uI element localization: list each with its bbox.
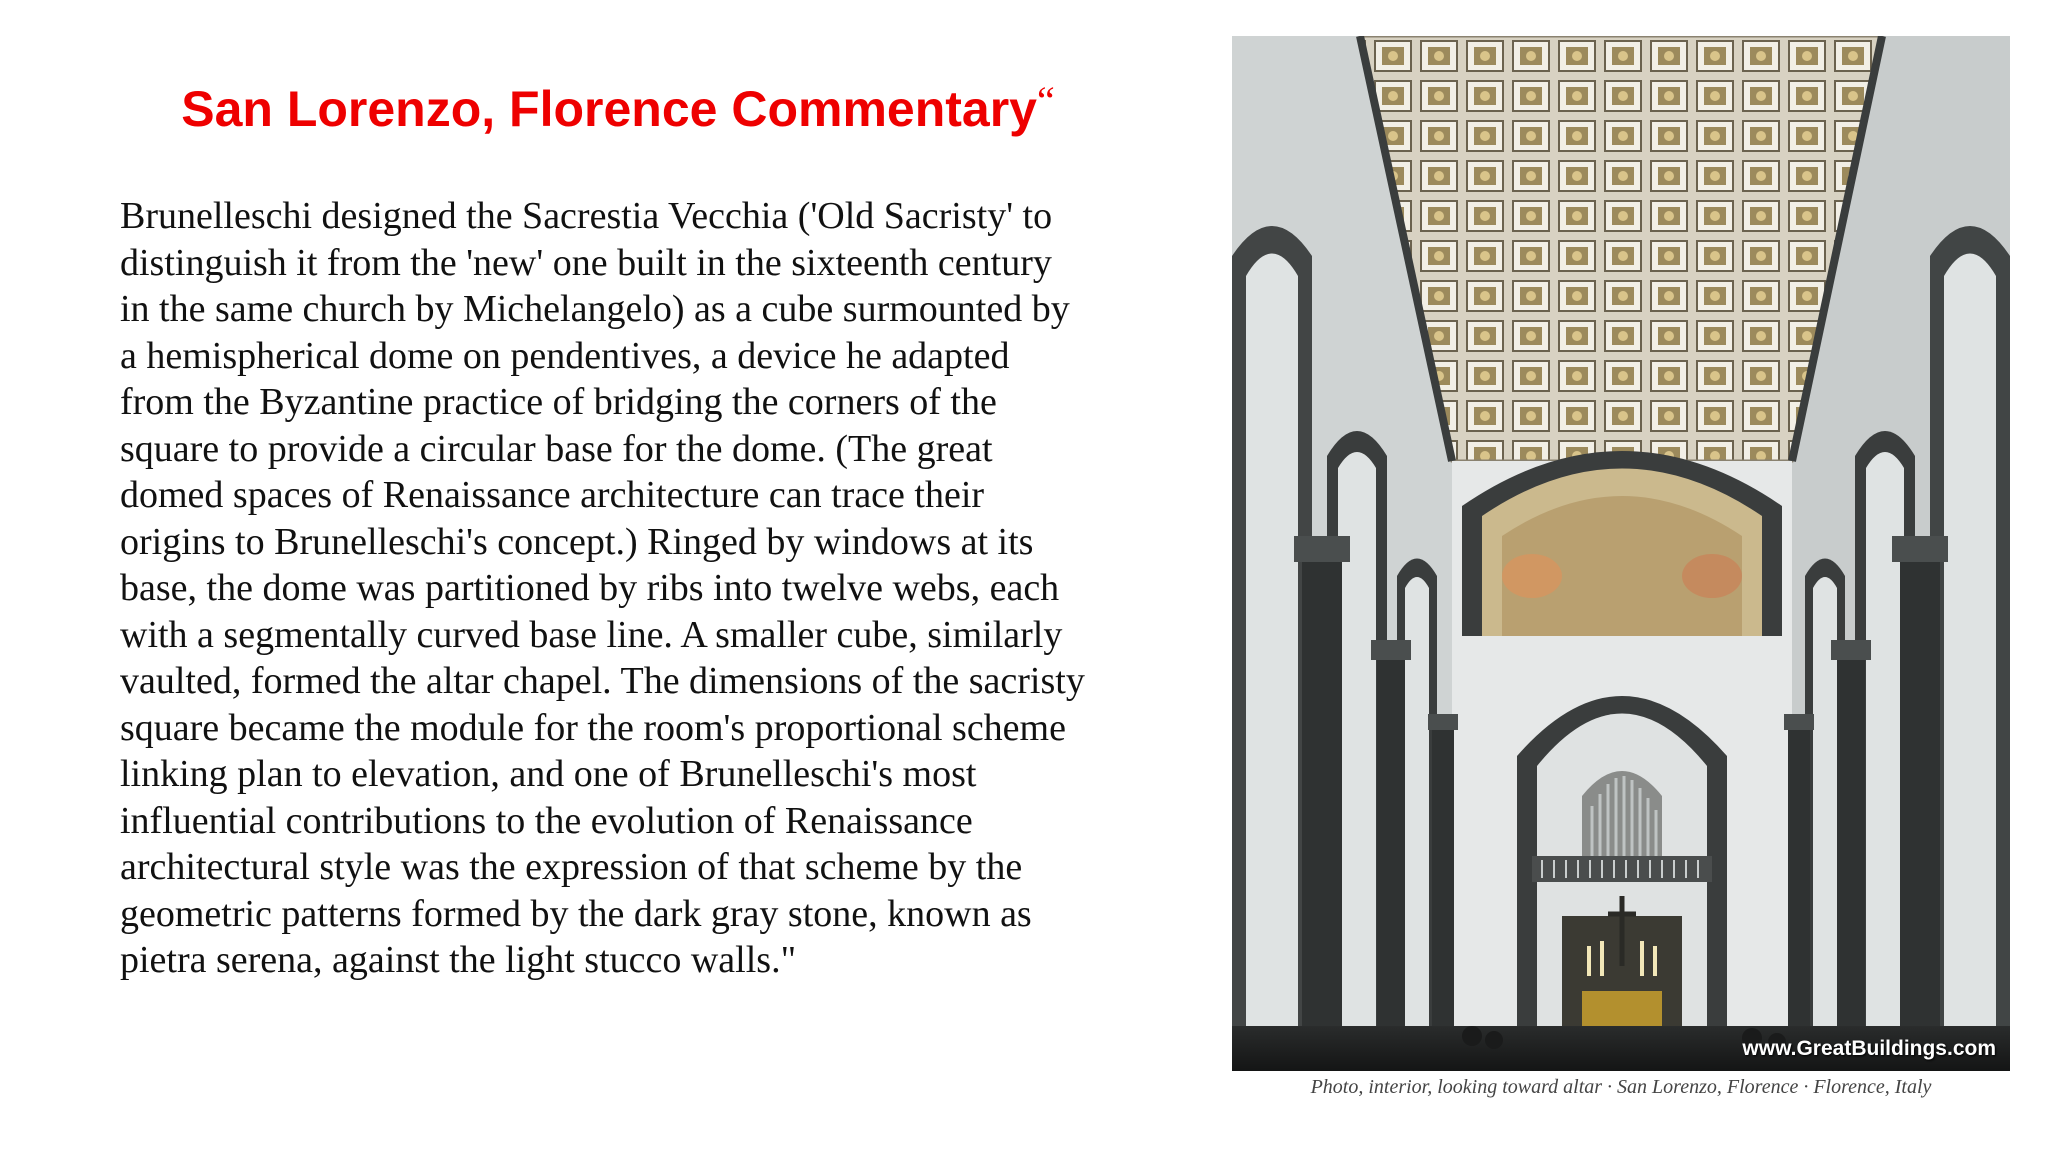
body-line: square to provide a circular base for the dome. (The great — [120, 427, 993, 470]
body-line: influential contributions to the evolution of Renaissance — [120, 799, 973, 842]
title-open-quote: “ — [1036, 78, 1055, 123]
body-line: domed spaces of Renaissance architecture can trace their — [120, 474, 985, 516]
body-line: architectural style was the expression of that scheme by the — [120, 846, 1023, 888]
photo-watermark: www.GreatBuildings.com — [1742, 1037, 1996, 1060]
body-line: square became the module for the room's proportional scheme — [120, 706, 1066, 749]
body-line: linking plan to elevation, and one of Brunelleschi's most — [120, 753, 977, 795]
body-line: geometric patterns formed by the dark gray stone, known as — [120, 892, 1032, 935]
body-line: origins to Brunelleschi's concept.) Ringed by windows at its — [120, 520, 1034, 563]
body-line: a hemispherical dome on pendentives, a device he adapted — [120, 334, 1010, 377]
nave-illustration — [1232, 36, 2010, 1071]
body-line: vaulted, formed the altar chapel. The dimensions of the sacristy — [120, 660, 1085, 702]
body-line: pietra serena, against the light stucco walls." — [120, 939, 797, 981]
commentary-text — [120, 193, 1130, 984]
title-text: San Lorenzo, Florence Commentary — [181, 81, 1037, 137]
body-line: Brunelleschi designed the Sacrestia Vecchia ('Old Sacristy' to — [120, 195, 1053, 237]
body-line: from the Byzantine practice of bridging the corners of the — [120, 381, 997, 423]
photo-caption: Photo, interior, looking toward altar · San Lorenzo, Florence · Florence, Italy — [1310, 1076, 1932, 1098]
body-line: in the same church by Michelangelo) as a cube surmounted by — [120, 288, 1070, 330]
body-line: distinguish it from the 'new' one built in the sixteenth century — [120, 241, 1052, 284]
slide-title — [118, 66, 1118, 144]
body-line: with a segmentally curved base line. A smaller cube, similarly — [120, 613, 1063, 656]
church-interior-photo — [1232, 36, 2010, 1071]
body-line: base, the dome was partitioned by ribs into twelve webs, each — [120, 567, 1060, 609]
